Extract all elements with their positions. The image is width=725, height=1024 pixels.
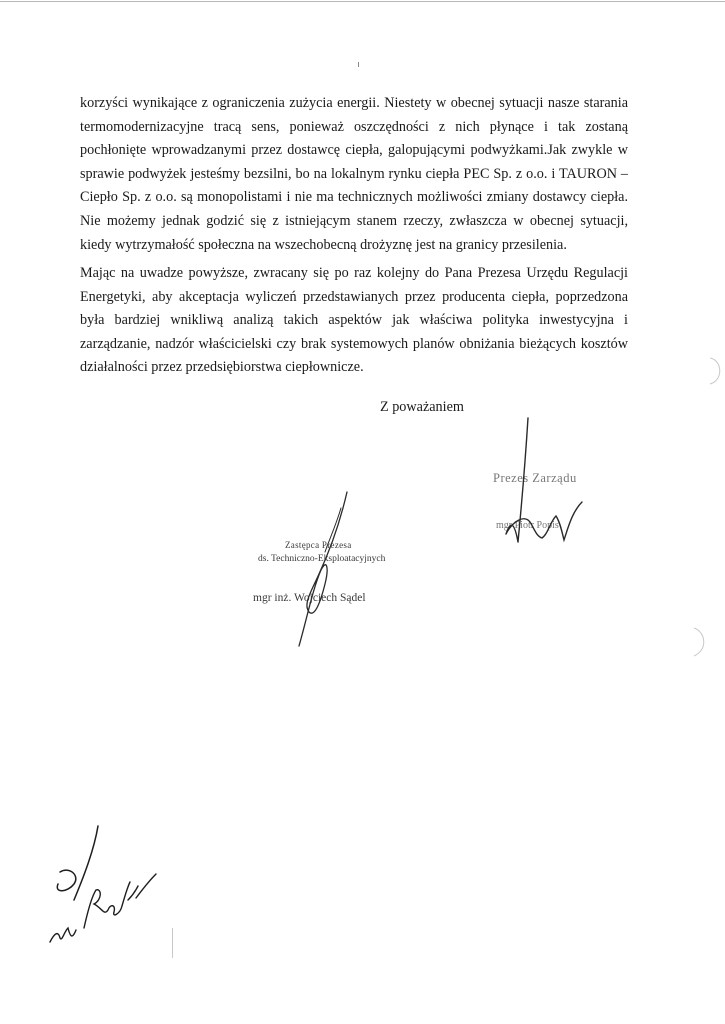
punch-hole-top	[700, 356, 725, 386]
president-signature	[490, 410, 590, 560]
deputy-stamp-department: ds. Techniczno-Eksploatacyjnych	[258, 554, 386, 564]
punch-hole-bottom	[690, 626, 715, 658]
closing-salutation: Z poważaniem	[380, 399, 464, 415]
handwritten-note	[40, 820, 170, 950]
letter-paragraph-2: Mając na uwadze powyższe, zwracany się po raz kolejny do Pana Prezesa Urzędu Regulacji Energetyki, aby akceptacja wyliczeń przedstawianych przez producenta ciepła, poprzedzona była bardziej wnikliwą analizą takich aspektów jak właściwa polityka inwestycyjna i zarządzanie, nadzór właścicielski czy brak systemowych planów obniżania bieżących kosztów działalności przez przedsiębiorstwa ciepłownicze.	[80, 265, 628, 376]
page-top-edge	[0, 1, 725, 2]
scan-speck	[358, 62, 359, 67]
deputy-stamp-title: Zastępca Prezesa	[285, 540, 352, 550]
scan-margin-mark	[172, 928, 173, 958]
president-stamp-name: mgr Piotr Popis	[496, 520, 559, 531]
letter-paragraph-1: korzyści wynikające z ograniczenia zużycia energii. Niestety w obecnej sytuacji nasze starania termomodernizacyjne tracą sens, ponieważ oszczędności z nich płynące i tak zostaną pochłonięte wprowadzanymi przez dostawcę ciepła, galopującymi podwyżkami.Jak zwykle w sprawie podwyżek jesteśmy bezsilni, bo na lokalnym rynku ciepła PEC Sp. z o.o. i TAURON – Ciepło Sp. z o.o. są monopolistami i nie ma technicznych możliwości zmiany dostawcy ciepła. Nie możemy jednak godzić się z istniejącym stanem rzeczy, zwłaszcza w obecnej sytuacji, kiedy wytrzymałość społeczna na wszechobecną drożyznę jest na granicy przesilenia.	[80, 95, 628, 253]
deputy-stamp-name: mgr inż. Wojciech Sądel	[253, 592, 366, 604]
president-stamp-title: Prezes Zarządu	[493, 471, 577, 485]
deputy-signature	[285, 488, 365, 653]
